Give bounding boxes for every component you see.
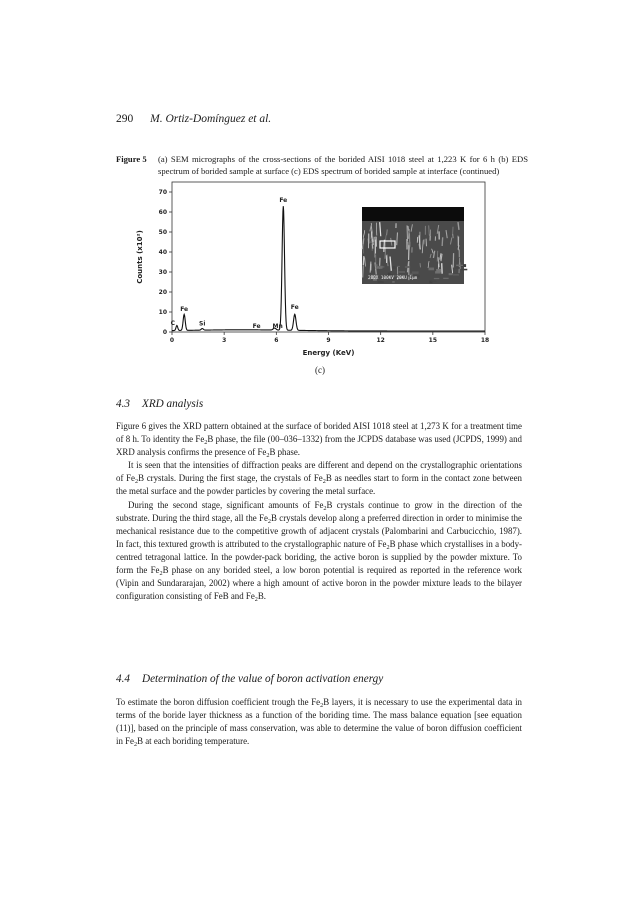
y-axis-ticks	[159, 189, 172, 336]
x-tick-label: 0	[169, 337, 175, 344]
peak-label-mn: Mn	[272, 323, 283, 330]
section-title: Determination of the value of boron activation energy	[141, 673, 384, 685]
section-number: 4.4	[116, 673, 130, 685]
y-tick-label: 30	[158, 269, 167, 276]
section-4-4-body	[116, 696, 522, 748]
x-tick-label: 18	[480, 337, 490, 344]
paragraph-1: Figure 6 gives the XRD pattern obtained at the surface of borided AISI 1018 steel at 1,273 K for a treatment time of 8 h. To identity the $Fe_2B$ phase, the file (00–036–1332) from the JCPDS database was used (JCPDS, 1999) and XRD analysis confirms the presence of $Fe_2B$ phase.	[116, 421, 522, 460]
figure-caption-text: (a) SEM micrographs of the cross-sections of the borided AISI 1018 steel at 1,223 K for 6 h (b) EDS spectrum of borided sample at surface (c) EDS spectrum of borided sample at interface (continued)	[158, 154, 528, 176]
y-tick-label: 70	[158, 189, 167, 196]
peak-label-fe: Fe	[290, 304, 299, 311]
y-tick-label: 0	[162, 329, 167, 336]
y-tick-label: 10	[158, 309, 167, 316]
page-number: 290	[116, 113, 134, 125]
peak-label-fe: Fe	[252, 323, 261, 330]
y-tick-label: 50	[158, 229, 167, 236]
x-tick-label: 9	[326, 337, 331, 344]
figure-label: Figure 5	[116, 154, 147, 164]
x-tick-label: 6	[274, 337, 279, 344]
section-number: 4.3	[116, 398, 130, 410]
eds-figure	[130, 172, 510, 387]
y-tick-label: 40	[158, 249, 167, 256]
peak-label-fe: Fe	[180, 306, 189, 313]
running-header	[116, 113, 271, 125]
sem-inset-caption: 200X 100KV 20KU 1μm	[368, 276, 418, 281]
paragraph-3: During the second stage, significant amounts of $Fe_2B$ crystals continue to grow in the direction of the substrate. During the third stage, all the $Fe_2B$ crystals develop along a preferred direction in order to minimise the mechanical resistance due to the competitive growth of adjacent crystals (Palombarini and Carbucicchio, 1987). In fact, this textured growth is attributed to the crystallographic nature of $Fe_2B$ phase which crystallises in a body-centred tetragonal lattice. In the powder-pack boriding, the active boron is supplied by the powder mixture. To form the $Fe_2B$ phase on any borided steel, a low boron potential is required as reported in the reference work (Vipin and Sundararajan, 2002) where a high amount of active boron in the powder mixture leads to the bilayer configuration consisting of FeB and $Fe_2B$.	[116, 499, 522, 604]
peak-label-fe: Fe	[279, 197, 288, 204]
peak-label-si: Si	[199, 320, 206, 328]
y-tick-label: 60	[158, 209, 167, 216]
section-4-3-heading	[116, 398, 203, 410]
section-title: XRD analysis	[141, 398, 204, 410]
eds-spectrum-chart	[130, 172, 510, 362]
sem-micrograph-inset	[362, 207, 467, 284]
section-4-3-body	[116, 420, 522, 603]
peak-label-c: C	[170, 320, 176, 327]
x-axis-ticks	[170, 332, 489, 344]
running-authors: M. Ortiz-Domínguez et al.	[150, 113, 272, 125]
y-axis-label: Counts (x10²)	[136, 230, 144, 284]
x-axis-label: Energy (KeV)	[302, 349, 355, 357]
y-tick-label: 20	[158, 289, 167, 296]
figure-sub-label: (c)	[315, 365, 325, 375]
x-tick-label: 3	[222, 337, 227, 344]
section-4-4-heading	[116, 673, 383, 685]
peak-labels	[171, 197, 299, 330]
paragraph-2: It is seen that the intensities of diffraction peaks are different and depend on the crystallographic orientations of $Fe_2B$ crystals. During the first stage, the crystals of $Fe_2B$ as needles start to form in the contact zone between the metal surface and the powder particles by covering the metal surface.	[116, 460, 522, 497]
x-tick-label: 12	[376, 337, 385, 344]
paragraph-1: To estimate the boron diffusion coefficient trough the $Fe_2B$ layers, it is necessary to use the experimental data in terms of the boride layer thickness as a function of the boriding time. The mass balance equation [see equation (11)], based on the principle of mass conservation, was able to determine the value of boron diffusion coefficient in $Fe_2B$ at each boriding temperature.	[116, 697, 522, 749]
x-tick-label: 15	[428, 337, 438, 344]
